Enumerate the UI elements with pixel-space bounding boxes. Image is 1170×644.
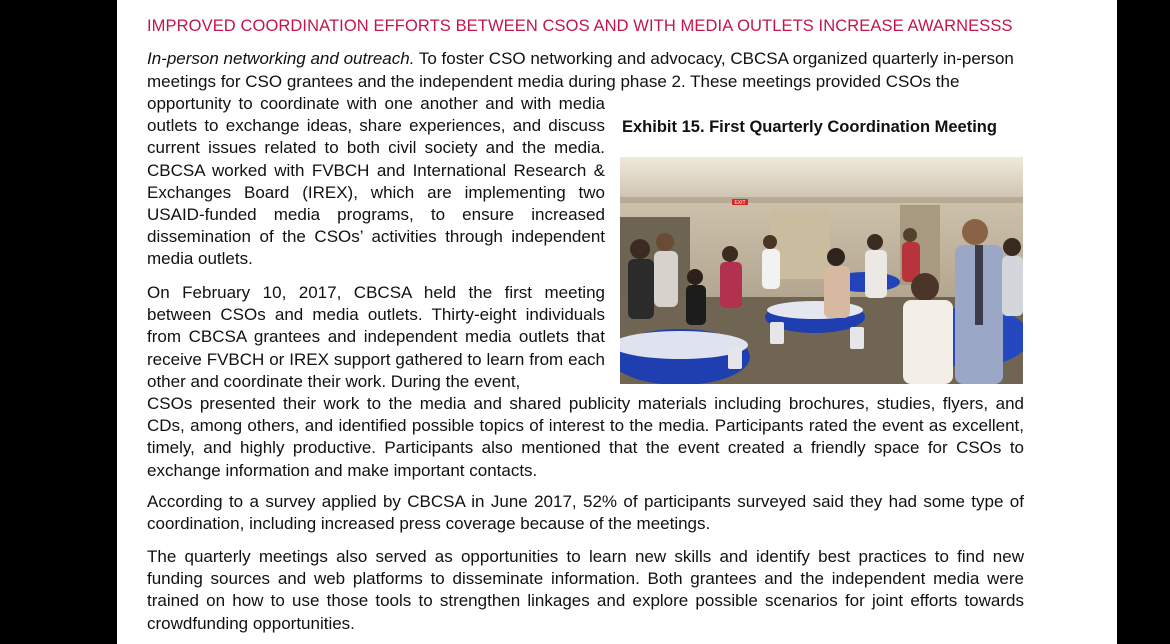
meeting-photo [620,157,1023,384]
paragraph-4: The quarterly meetings also served as opportunities to learn new skills and identify best practices to find new funding sources and web platforms to disseminate information. Both grantees and the independent media were trained on how to use those tools to strengthen linkages and explore possible scenarios for joint efforts towards crowdfunding opportunities. [147,547,1024,633]
paragraph-2-wrapped: On February 10, 2017, CBCSA held the first meeting between CSOs and media outlets. Thirty-eight individuals from CBCSA grantees and independent media outlets that receive FVBCH or IREX support gathered to learn from each other and coordinate their work. During the event, [147,283,605,391]
paragraph-1-line-2: meetings for CSO grantees and the independent media during phase 2. These meetings provided CSOs the [147,72,960,91]
paragraph-2-full: CSOs presented their work to the media and shared publicity materials including brochures, studies, flyers, and CDs, among others, and identified possible topics of interest to the media. Participants rated the event as excellent, timely, and highly productive. Participants also mentioned that the event created a friendly space for CSOs to exchange information and make important contacts. [147,394,1024,480]
section-heading: IMPROVED COORDINATION EFFORTS BETWEEN CSOS AND WITH MEDIA OUTLETS INCREASE AWARNESSS [147,17,1013,35]
document-page [117,0,1117,644]
paragraph-3: According to a survey applied by CBCSA in June 2017, 52% of participants surveyed said they had some type of coordination, including increased press coverage because of the meetings. [147,492,1024,534]
paragraph-1-line-1-rest: To foster CSO networking and advocacy, CBCSA organized quarterly in-person [418,49,1014,68]
italic-lead: In-person networking and outreach. [147,49,415,68]
exhibit-title: Exhibit 15. First Quarterly Coordination Meeting [622,118,997,136]
exit-sign-label: EXIT [734,200,746,206]
paragraph-1-line-1 [147,48,1024,70]
paragraph-1-wrapped: opportunity to coordinate with one another and with media outlets to exchange ideas, share experiences, and discuss current issues related to both civil society and the media. CBCSA worked with FVBCH and International Research & Exchanges Board (IREX), which are implementing two USAID-funded media programs, to ensure increased dissemination of the CSOs’ activities through independent media outlets. [147,94,605,269]
